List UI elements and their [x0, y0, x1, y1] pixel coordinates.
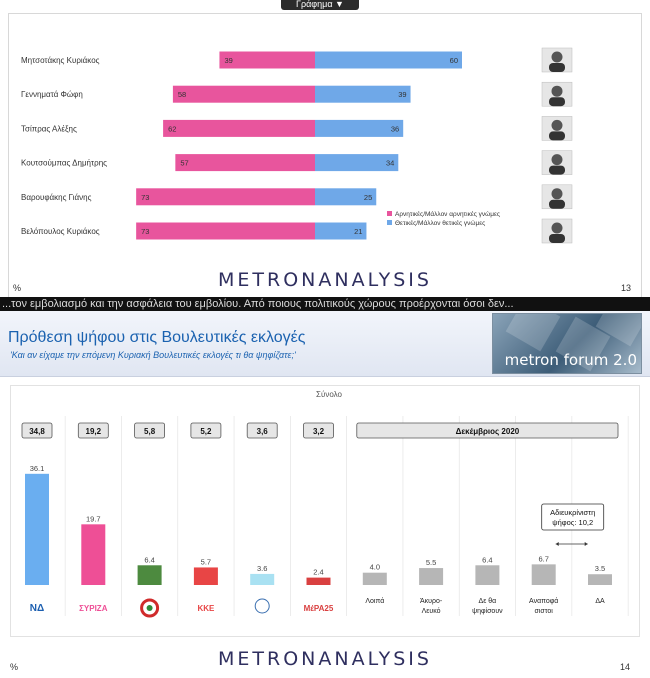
positive-opinion-bar	[315, 52, 462, 69]
negative-opinion-bar	[163, 120, 315, 137]
politician-portrait-avatar	[542, 219, 572, 243]
party-logo-text: ΣΥΡΙΖΑ	[79, 604, 108, 613]
category-label: ψηφίσουν	[472, 608, 503, 615]
portrait-body-icon	[549, 166, 565, 175]
negative-value-label: 73	[141, 192, 150, 202]
diverging-bar-chart	[9, 14, 641, 259]
negative-value-label: 57	[180, 158, 189, 168]
politician-name-label: Γεννηματά Φώφη	[21, 90, 83, 100]
category-label: Δε θα	[478, 598, 497, 605]
category-label: Άκυρο-	[419, 598, 443, 605]
slide-page-number: 13	[620, 283, 631, 293]
vote-bar	[363, 573, 387, 585]
politician-portrait-avatar	[542, 82, 572, 106]
positive-value-label: 25	[363, 192, 373, 202]
vote-bar	[81, 524, 105, 585]
estimate-value: 5,8	[144, 427, 156, 436]
politician-name-label: Μητσοτάκης Κυριάκος	[21, 56, 100, 65]
portrait-head-icon	[552, 154, 563, 165]
negative-opinion-bar	[136, 223, 315, 240]
category-label: Λοιπά	[365, 598, 385, 605]
slide-title: Πρόθεση ψήφου στις Βουλευτικές εκλογές	[8, 329, 306, 346]
chart-top-label: Σύνολο	[316, 390, 342, 399]
bar-value-label: 6.4	[482, 555, 493, 565]
portrait-body-icon	[549, 200, 565, 209]
presentation-top-bar	[0, 0, 650, 14]
politician-portrait-avatar	[542, 151, 572, 175]
category-label: Αναποφά	[529, 598, 559, 605]
negative-value-label: 39	[224, 56, 233, 65]
party-logo-text: ΝΔ	[29, 603, 45, 614]
vote-intention-bar-chart	[11, 386, 639, 636]
positive-value-label: 36	[390, 124, 400, 134]
politician-name-label: Βελόπουλος Κυριάκος	[21, 227, 100, 236]
metron-analysis-logo: METRONANALYSIS	[218, 269, 432, 291]
negative-value-label: 73	[141, 227, 150, 236]
bar-value-label: 19.7	[85, 514, 101, 524]
politician-portrait-avatar	[542, 116, 572, 140]
bar-value-label: 5.7	[200, 557, 212, 567]
positive-opinion-bar	[315, 86, 411, 103]
portrait-head-icon	[552, 223, 563, 234]
vote-bar	[250, 574, 274, 585]
portrait-head-icon	[552, 52, 563, 63]
negative-opinion-bar	[175, 154, 315, 171]
slide-page-number-2: 14	[619, 662, 630, 672]
bar-value-label: 2.4	[313, 567, 324, 577]
legend-label: Αρνητικές/Μάλλον αρνητικές γνώμες	[395, 211, 501, 218]
party-logo-icon-center	[147, 605, 153, 611]
bar-value-label: 6.7	[538, 554, 549, 564]
bar-value-label: 3.6	[256, 563, 268, 573]
estimate-value: 3,6	[256, 427, 268, 436]
politician-name-label: Κουτσούμπας Δημήτρης	[21, 158, 108, 168]
slide-13	[8, 13, 642, 298]
negative-value-label: 58	[177, 90, 187, 100]
annotation-line2: ψήφος: 10,2	[552, 518, 594, 527]
politician-portrait-avatar	[542, 185, 572, 209]
news-ticker: ...τον εμβολιασμό και την ασφάλεια του εμβολίου. Από ποιους πολιτικούς χώρους προέρχονται όσοι δεν...	[0, 297, 650, 311]
vote-bar	[25, 474, 49, 585]
portrait-head-icon	[552, 188, 563, 199]
bar-value-label: 3.5	[594, 564, 606, 574]
category-label: ΔΑ	[595, 598, 605, 605]
politician-portrait-avatar	[542, 48, 572, 72]
portrait-body-icon	[549, 63, 565, 72]
positive-value-label: 60	[449, 56, 458, 65]
portrait-head-icon	[552, 86, 563, 97]
legend-label: Θετικές/Μάλλον θετικές γνώμες	[395, 220, 486, 227]
legend-swatch	[387, 220, 392, 225]
category-label: Λευκό	[421, 608, 441, 615]
portrait-body-icon	[549, 97, 565, 106]
chart-frame	[10, 385, 640, 637]
portrait-head-icon	[552, 120, 563, 131]
bar-value-label: 6.4	[144, 555, 155, 565]
party-logo-text: ΜέΡΑ25	[303, 604, 334, 613]
politician-name-label: Τσίπρας Αλέξης	[21, 124, 77, 134]
category-label: σιστοι	[534, 608, 553, 615]
bar-value-label: 4.0	[369, 562, 381, 572]
vote-bar	[138, 565, 162, 585]
annotation-line1: Αδιευκρίνιστη	[550, 508, 596, 517]
portrait-body-icon	[549, 131, 565, 140]
positive-value-label: 21	[354, 227, 363, 236]
party-logo-icon	[255, 599, 269, 613]
politician-name-label: Βαρουφάκης Γιάνης	[21, 192, 92, 202]
party-logo-text: ΚΚΕ	[197, 604, 215, 613]
negative-opinion-bar	[173, 86, 315, 103]
negative-opinion-bar	[219, 52, 315, 69]
estimate-value: 5,2	[200, 427, 212, 436]
slide-menu-tab[interactable]: Γράφημα ▼	[281, 0, 359, 10]
vote-bar	[419, 568, 443, 585]
vote-bar	[475, 565, 499, 585]
estimate-value: 3,2	[312, 427, 325, 436]
negative-value-label: 62	[168, 124, 177, 134]
vote-bar	[194, 567, 218, 585]
estimate-value: 34,8	[29, 427, 45, 436]
slide-14	[0, 311, 650, 678]
slide-subtitle: 'Και αν είχαμε την επόμενη Κυριακή Βουλευτικές εκλογές τι θα ψηφίζατε;'	[10, 350, 296, 360]
positive-value-label: 39	[398, 90, 407, 100]
legend-swatch	[387, 211, 392, 216]
metron-forum-logo: metron forum 2.0	[492, 313, 642, 374]
vote-bar	[532, 564, 556, 585]
footer-percent-sign-2: %	[10, 662, 19, 672]
portrait-body-icon	[549, 234, 565, 243]
footer-percent-sign: %	[13, 283, 22, 293]
slide-header	[0, 311, 650, 377]
positive-value-label: 34	[385, 158, 395, 168]
vote-bar	[307, 578, 331, 585]
estimate-value: 19,2	[85, 427, 102, 436]
bar-value-label: 5.5	[425, 558, 437, 568]
vote-bar	[588, 574, 612, 585]
period-label: Δεκέμβριος 2020	[455, 427, 520, 436]
metron-analysis-logo-2: METRONANALYSIS	[218, 648, 432, 670]
bar-value-label: 36.1	[29, 463, 45, 473]
negative-opinion-bar	[136, 188, 315, 205]
